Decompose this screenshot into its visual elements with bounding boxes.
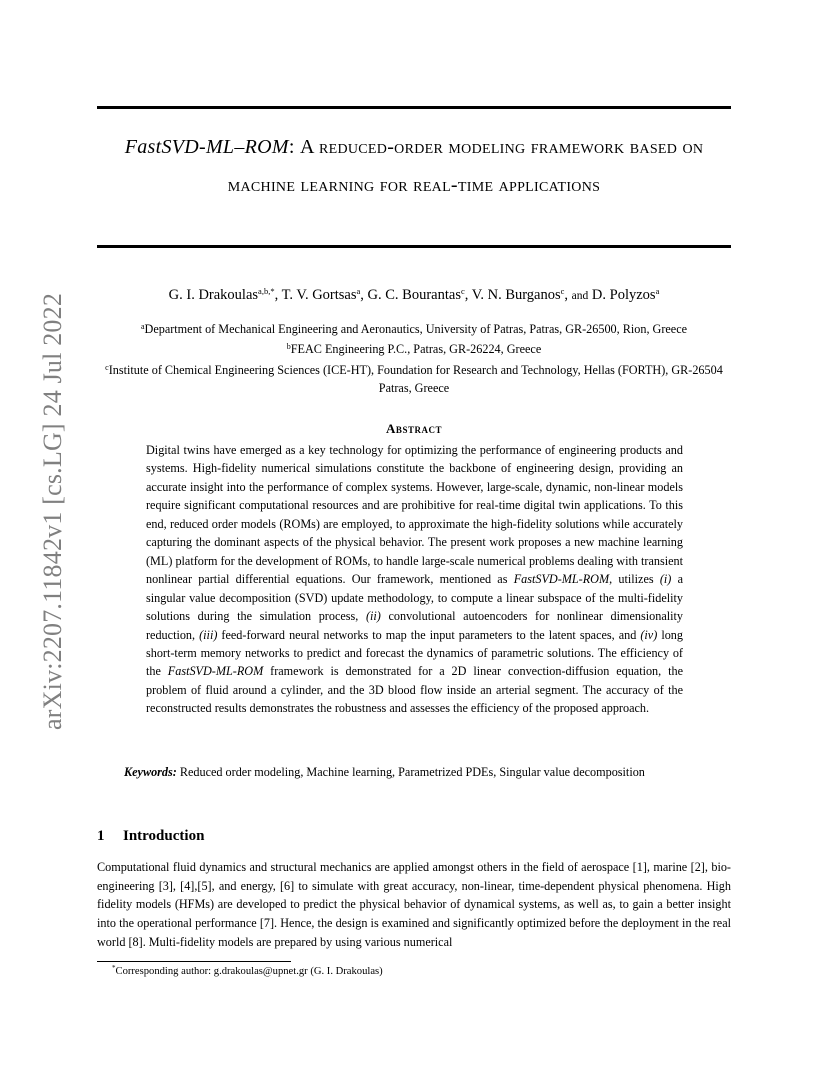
author-affiliation-mark: a,b,* bbox=[258, 286, 275, 296]
section-heading bbox=[97, 828, 204, 845]
footnote-rule bbox=[97, 961, 291, 962]
enum-marker: (i) bbox=[659, 572, 672, 587]
keywords-text: Reduced order modeling, Machine learning, Parametrized PDEs, Singular value decomposition bbox=[179, 765, 645, 779]
title-colon: : bbox=[288, 136, 295, 158]
affiliation-item bbox=[97, 359, 731, 398]
keywords bbox=[124, 765, 734, 780]
abstract-text: Digital twins have emerged as a key technology for optimizing the performance of engineering products and systems. High-fidelity numerical simulations constitute the backbone of engineering design, providing an accurate insight into the performance of complex systems. However, large-scale, dynamic, non-linear models require significant computational resources and are prohibitive for real-time digital twin applications. To this end, reduced order models (ROMs) are employed, to approximate the high-fidelity solutions while accurately capturing the dominant aspects of the physical behavior. The present work proposes a new machine learning (ML) platform for the development of ROMs, to handle large-scale numerical problems dealing with transient nonlinear partial differential equations. Our framework, mentioned as bbox=[146, 443, 683, 587]
title-rule-top bbox=[97, 106, 731, 109]
affiliation-list bbox=[97, 318, 731, 398]
affiliation-text: FEAC Engineering P.C., Patras, GR-26224, Greece bbox=[290, 342, 542, 357]
abstract-text: long short-term memory networks to predict and forecast the dynamics of parametric solutions. The efficiency of the bbox=[146, 627, 683, 679]
abstract-text: , utilizes bbox=[609, 572, 660, 587]
section-title: Introduction bbox=[123, 828, 205, 844]
framework-name: FastSVD-ML-ROM bbox=[513, 572, 610, 587]
author-affiliation-mark: c bbox=[560, 286, 565, 296]
enum-marker: (ii) bbox=[365, 609, 381, 624]
author-name: G. I. Drakoulas bbox=[168, 287, 259, 303]
abstract-text: feed-forward neural networks to map the input parameters to the latent spaces, and bbox=[217, 627, 641, 642]
affiliation-text: Department of Mechanical Engineering and Aeronautics, University of Patras, Patras, GR-26500, Rion, Greece bbox=[144, 322, 688, 336]
footnote-mark: * bbox=[112, 964, 116, 972]
abstract-body bbox=[146, 441, 683, 718]
title-subtitle: A reduced-order modeling framework based on machine learning for real-time applications bbox=[227, 136, 704, 196]
keywords-label: Keywords: bbox=[124, 765, 177, 779]
title-framework-name: FastSVD-ML–ROM bbox=[124, 136, 289, 158]
title-rule-bottom bbox=[97, 245, 731, 248]
author-name: G. C. Bourantas bbox=[367, 287, 461, 303]
affiliation-mark: b bbox=[286, 342, 291, 352]
affiliation-mark: c bbox=[105, 362, 109, 372]
enum-marker: (iv) bbox=[640, 627, 658, 642]
intro-paragraph: Computational fluid dynamics and structural mechanics are applied amongst others in the field of aerospace [1], marine [2], bio-engineering [3], [4],[5], and energy, [6] to simulate with great accuracy, non-linear, time-dependent physical phenomena. High fidelity models (HFMs) are developed to predict the physical behavior of dynamical systems, as well as, to gain a better insight into the operational performance [7]. Hence, the design is examined and significantly optimized before the deployment in the real world [8]. Multi-fidelity models are prepared by using various numerical bbox=[97, 860, 731, 949]
abstract-text: a singular value decomposition (SVD) update methodology, to compute a linear subspace of the multi-fidelity solutions during the simulation process, bbox=[146, 572, 683, 624]
abstract-heading: Abstract bbox=[386, 421, 442, 436]
author-affiliation-mark: a bbox=[655, 286, 660, 296]
author-affiliation-mark: a bbox=[356, 286, 361, 296]
section-number: 1 bbox=[97, 828, 105, 844]
author-name: V. N. Burganos bbox=[471, 287, 561, 303]
footnote bbox=[112, 964, 383, 977]
framework-name: FastSVD-ML-ROM bbox=[167, 664, 264, 679]
affiliation-text: Institute of Chemical Engineering Sciences (ICE-HT), Foundation for Research and Technology, Hellas (FORTH), GR-26504 Patras, Greece bbox=[108, 362, 723, 396]
enum-marker: (iii) bbox=[199, 627, 218, 642]
paper-title bbox=[97, 128, 731, 204]
affiliation-item bbox=[97, 318, 731, 338]
author-list: G. I. Drakoulas$^{a,b,*}$, T. V. Gortsas$^a$, G. C. Bourantas$^c$, V. N. Burganos$^c$, and D. Polyzos$^a$ bbox=[168, 286, 660, 303]
abstract-text: convolutional autoencoders for nonlinear dimensionality reduction, bbox=[146, 609, 683, 642]
author-affiliation-mark: c bbox=[460, 286, 465, 296]
abstract-text: framework is demonstrated for a 2D linear convection-diffusion equation, the problem of fluid around a cylinder, and the 3D blood flow inside an arterial segment. The accuracy of the reconstructed results demonstrates the robustness and assesses the efficiency of the proposed approach. bbox=[146, 664, 683, 716]
authors-conjunction: and bbox=[571, 290, 589, 302]
affiliation-mark: a bbox=[140, 322, 145, 331]
author-name: D. Polyzos bbox=[591, 287, 656, 303]
affiliation-item bbox=[97, 338, 731, 358]
author-name: T. V. Gortsas bbox=[281, 287, 357, 303]
arxiv-identifier: arXiv:2207.11842v1 [cs.LG] 24 Jul 2022 bbox=[38, 292, 67, 730]
footnote-text: Corresponding author: g.drakoulas@upnet.gr (G. I. Drakoulas) bbox=[115, 966, 383, 977]
